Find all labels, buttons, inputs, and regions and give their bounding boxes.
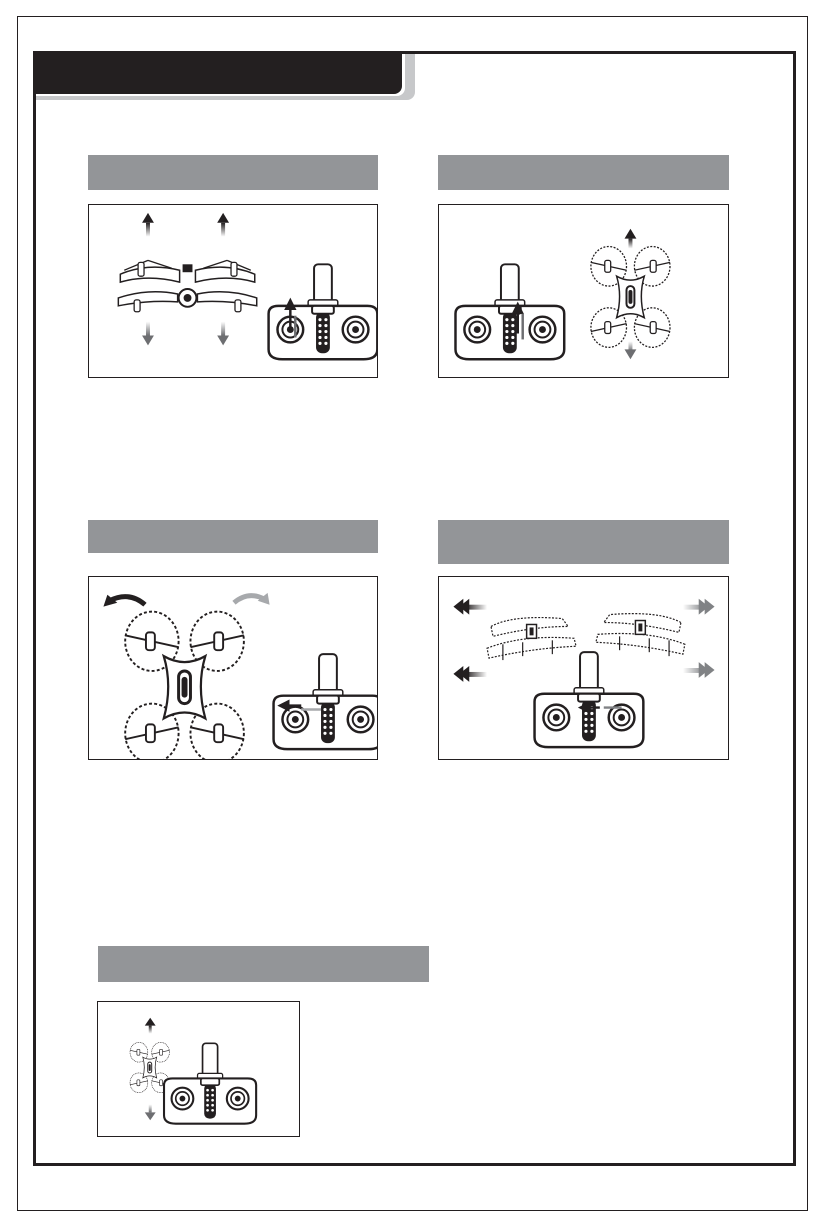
- panel-turn-left-right: [88, 576, 378, 760]
- panel-forward-backward: [438, 204, 729, 378]
- section-bar-sideways-flight: [438, 520, 729, 564]
- section-bar-turn-left-right: [88, 520, 378, 553]
- drone-top-icon: [125, 612, 244, 759]
- curved-arrow-right-icon: [234, 593, 270, 605]
- trim-adjust-illustration: [98, 1002, 299, 1136]
- remote-controller-icon: [269, 264, 377, 359]
- arrow-up-icon: [142, 213, 229, 237]
- drone-top-icon: [591, 247, 670, 348]
- double-arrow-right-icon: [683, 599, 715, 678]
- sideways-flight-illustration: [439, 577, 728, 759]
- arrow-down-icon: [145, 1104, 156, 1120]
- remote-controller-icon: [535, 652, 644, 747]
- remote-controller-icon: [455, 264, 564, 359]
- section-bar-ascend-descend: [88, 155, 378, 190]
- double-arrow-left-icon: [453, 599, 487, 682]
- panel-trim-adjust: [97, 1001, 300, 1137]
- arrow-down-icon: [625, 341, 637, 359]
- header-tab: [36, 54, 402, 94]
- forward-backward-illustration: [439, 205, 728, 377]
- panel-ascend-descend: [88, 204, 378, 378]
- ascend-descend-illustration: [89, 205, 377, 377]
- panel-sideways-flight: [438, 576, 729, 760]
- arrow-up-icon: [145, 1018, 156, 1034]
- arrow-down-icon: [142, 322, 229, 346]
- section-bar-forward-backward: [438, 155, 729, 190]
- arrow-up-icon: [625, 229, 637, 249]
- curved-arrow-left-icon: [103, 595, 145, 607]
- section-bar-trim-adjust: [98, 946, 429, 982]
- remote-controller-icon: [274, 654, 377, 749]
- turn-left-right-illustration: [89, 577, 377, 759]
- remote-controller-icon: [164, 1043, 256, 1123]
- drone-front-icon: [118, 260, 256, 311]
